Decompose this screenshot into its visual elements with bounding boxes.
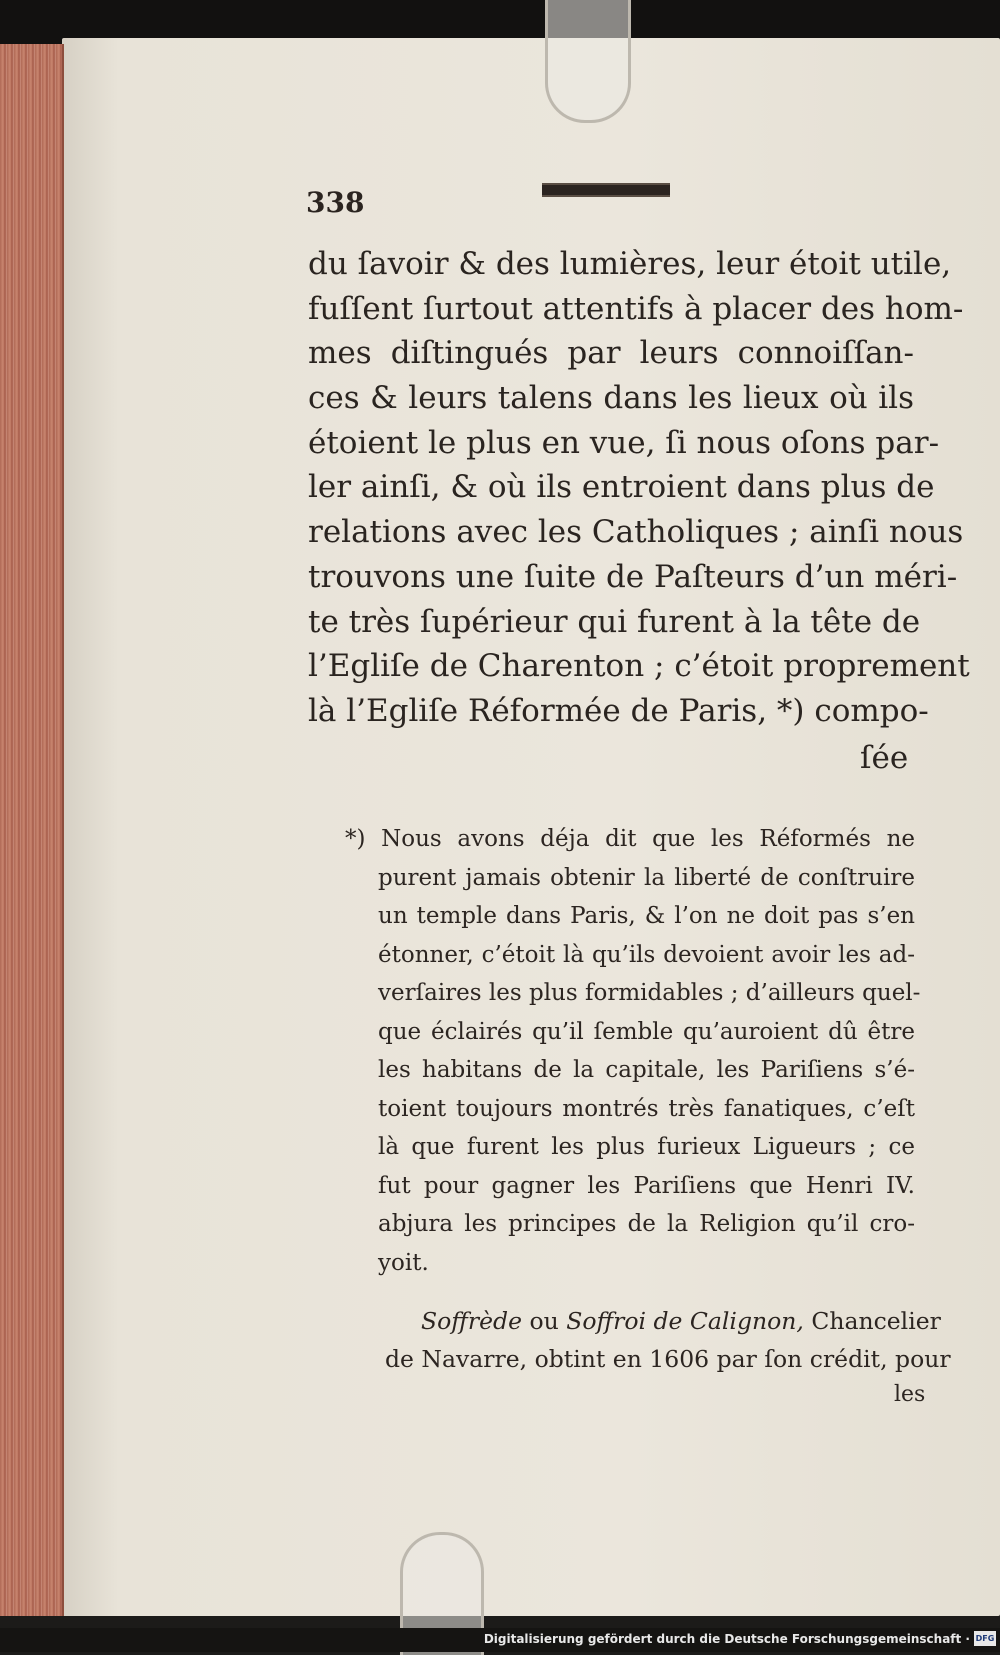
text-line: l’Egliſe de Charenton ; c’étoit proprement (308, 648, 970, 685)
footnote-line: un temple dans Paris, & l’on ne doit pas s’en (378, 903, 915, 929)
footnote-line: *) Nous avons déja dit que les Réformés ne (345, 826, 915, 852)
second-paragraph (385, 1302, 951, 1378)
person-name: Soffroi de Calignon, (566, 1307, 804, 1335)
catchword: ſée (860, 740, 909, 776)
connector-text: ou (522, 1307, 567, 1335)
text-line: étoient le plus en vue, ſi nous oſons par- (308, 424, 940, 461)
footnote-block (345, 820, 921, 1282)
text-line: trouvons une ſuite de Paſteurs d’un méri- (308, 558, 958, 595)
footnote-line: les habitans de la capitale, les Pariſiens s’é- (378, 1057, 915, 1083)
dfg-logo: DFG (974, 1631, 996, 1646)
text-line: ler ainſi, & où ils entroient dans plus de (308, 469, 935, 506)
paragraph-line: de Navarre, obtint en 1606 par ſon crédit, pour (385, 1345, 951, 1373)
text-line: relations avec les Catholiques ; ainſi nous (308, 514, 964, 551)
footnote-line: fut pour gagner les Pariſiens que Henri IV. (378, 1172, 915, 1199)
text-line: mes diſtingués par leurs connoiſſan- (308, 335, 914, 372)
paragraph-text: Chancelier (803, 1307, 941, 1335)
paragraph-line (385, 1302, 941, 1340)
text-line: ces & leurs talens dans les lieux où ils (308, 380, 914, 417)
digitization-credit: Digitalisierung gefördert durch die Deutsche Forschungsgemeinschaft · (483, 1632, 970, 1646)
text-line: fuſſent ſurtout attentifs à placer des hom- (308, 290, 964, 327)
page-number: 338 (306, 186, 365, 219)
footnote-line: yoit. (378, 1249, 429, 1276)
text-line: là l’Egliſe Réformée de Paris, *) compo- (308, 692, 929, 729)
book-clip-top (545, 0, 631, 123)
text-line: du ſavoir & des lumières, leur étoit utile, (308, 246, 952, 282)
footnote-line: que éclairés qu’il ſemble qu’auroient dû être (378, 1018, 915, 1045)
footnote-line: toient toujours montrés très fanatiques, c’eſt (378, 1095, 915, 1122)
footnote-line: là que furent les plus furieux Ligueurs ; ce (378, 1134, 915, 1160)
catchword: les (894, 1382, 926, 1407)
person-name: Soffrède (421, 1307, 522, 1335)
main-text-block (308, 242, 970, 734)
footnote-line: étonner, c’étoit là qu’ils devoient avoir les ad- (378, 941, 915, 968)
footnote-line: verſaires les plus formidables ; d’ailleurs quel- (378, 980, 921, 1006)
text-line: te très ſupérieur qui furent à la tête de (308, 603, 921, 640)
header-rule (542, 183, 670, 197)
footnote-line: purent jamais obtenir la liberté de conſtruire (378, 864, 915, 891)
page-edge-stack (0, 44, 64, 1616)
footnote-line: abjura les principes de la Religion qu’il cro- (378, 1211, 915, 1237)
